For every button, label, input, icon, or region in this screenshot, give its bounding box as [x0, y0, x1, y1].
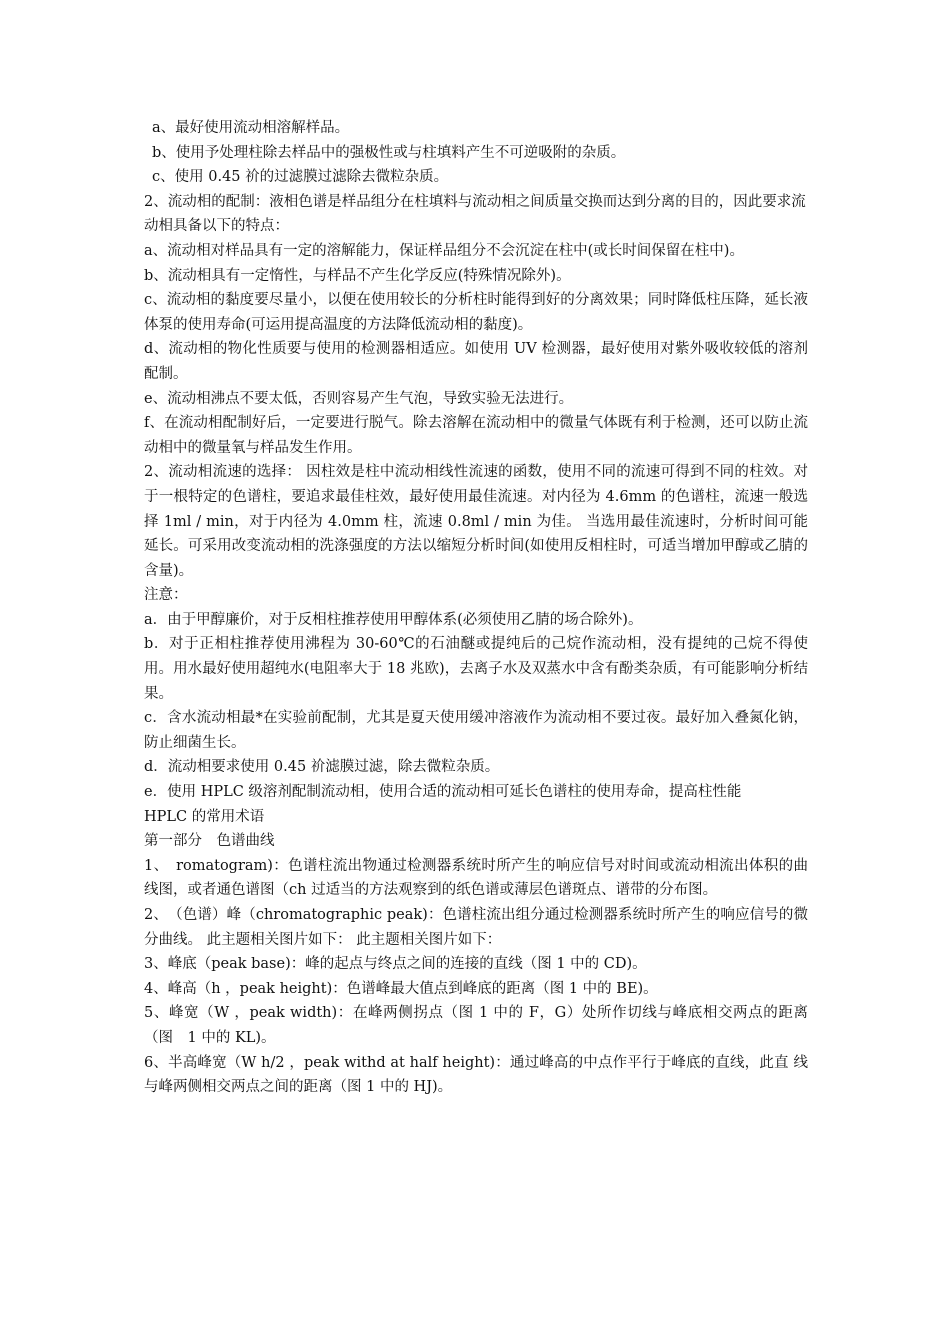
- paragraph: a、最好使用流动相溶解样品。: [152, 120, 350, 136]
- note-heading: 注意：: [144, 587, 188, 604]
- paragraph: 动相具备以下的特点：: [144, 218, 289, 235]
- paragraph: 3、峰底（peak base)：峰的起点与终点之间的连接的直线（图 1 中的 CD)。: [144, 956, 647, 973]
- paragraph: 2、流动相的配制：液相色谱是样品组分在柱填料与流动相之间质量交换而达到分离的目的，因此要求流: [144, 193, 806, 210]
- paragraph: c、使用 0.45 祄的过滤膜过滤除去微粒杂质。: [152, 169, 449, 186]
- section-heading: HPLC 的常用术语: [144, 808, 265, 825]
- paragraph: 1、 romatogram)：色谱柱流出物通过检测器系统时所产生的响应信号对时间或流动相流出体积的曲线图，或者通色谱图（ch 过适当的方法观察到的纸色谱或薄层色谱斑点、谱带的分布图。: [144, 857, 808, 899]
- paragraph: c、流动相的黏度要尽量小，以便在使用较长的分析柱时能得到好的分离效果；同时降低柱压降，延长液体泵的使用寿命(可运用提高温度的方法降低流动相的黏度)。: [144, 292, 808, 333]
- paragraph: e．使用 HPLC 级溶剂配制流动相，使用合适的流动相可延长色谱柱的使用寿命，提高柱性能: [144, 784, 742, 801]
- document-body: [144, 116, 808, 1100]
- paragraph: a、流动相对样品具有一定的溶解能力，保证样品组分不会沉淀在柱中(或长时间保留在柱中)。: [144, 242, 744, 259]
- paragraph: b．对于正相柱推荐使用沸程为 30-60℃的石油醚或提纯后的己烷作流动相，没有提纯的己烷不得使用。用水最好使用超纯水(电阻率大于 18 兆欧)，去离子水及双蒸水中含有酚类杂质，有可能影响分析结果。: [144, 636, 808, 702]
- paragraph: c．含水流动相最*在实验前配制，尤其是夏天使用缓冲溶液作为流动相不要过夜。最好加入叠氮化钠，防止细菌生长。: [144, 710, 808, 751]
- paragraph: a．由于甲醇廉价，对于反相柱推荐使用甲醇体系(必须使用乙腈的场合除外)。: [144, 611, 643, 628]
- paragraph: 2、 （色谱）峰（chromatographic peak)：色谱柱流出组分通过检测器系统时所产生的响应信号的微分曲线。 此主题相关图片如下： 此主题相关图片如下：: [144, 907, 808, 948]
- paragraph: e、流动相沸点不要太低，否则容易产生气泡，导致实验无法进行。: [144, 390, 574, 407]
- paragraph: d．流动相要求使用 0.45 祄滤膜过滤，除去微粒杂质。: [144, 759, 500, 776]
- paragraph: 6、半高峰宽（W h/2 ，peak withd at half height)：通过峰高的中点作平行于峰底的直线，此直 线 与峰两侧相交两点之间的距离（图 1 中的 HJ)。: [144, 1054, 808, 1096]
- paragraph: f、在流动相配制好后，一定要进行脱气。除去溶解在流动相中的微量气体既有利于检测，还可以防止流动相中的微量氧与样品发生作用。: [144, 415, 808, 456]
- subsection-heading: 第一部分 色谱曲线: [144, 833, 275, 850]
- paragraph: 5、峰宽（W ，peak width)：在峰两侧拐点（图 1 中的 F，G）处所作切线与峰底相交两点的距离（图 1 中的 KL)。: [144, 1005, 808, 1046]
- paragraph: 2、流动相流速的选择： 因柱效是柱中流动相线性流速的函数，使用不同的流速可得到不同的柱效。对于一根特定的色谱柱，要追求最佳柱效，最好使用最佳流速。对内径为 4.6mm 的色谱柱，流速一般选择 1ml / min，对于内径为 4.0mm 柱，流速 0.8ml / min 为佳。 当选用最佳流速时，分析时间可能延长。可采用改变流动相的洗涤强度的方法以缩短分析时间(如使用反相柱时，可适当增加甲醇或乙腈的含量)。: [144, 464, 808, 579]
- paragraph: 4、峰高（h ，peak height)：色谱峰最大值点到峰底的距离（图 1 中的 BE)。: [144, 980, 658, 997]
- paragraph: b、使用予处理柱除去样品中的强极性或与柱填料产生不可逆吸附的杂质。: [152, 144, 626, 161]
- paragraph: b、流动相具有一定惰性，与样品不产生化学反应(特殊情况除外)。: [144, 267, 571, 284]
- paragraph: d、流动相的物化性质要与使用的检测器相适应。如使用 UV 检测器，最好使用对紫外吸收较低的溶剂配制。: [144, 341, 808, 382]
